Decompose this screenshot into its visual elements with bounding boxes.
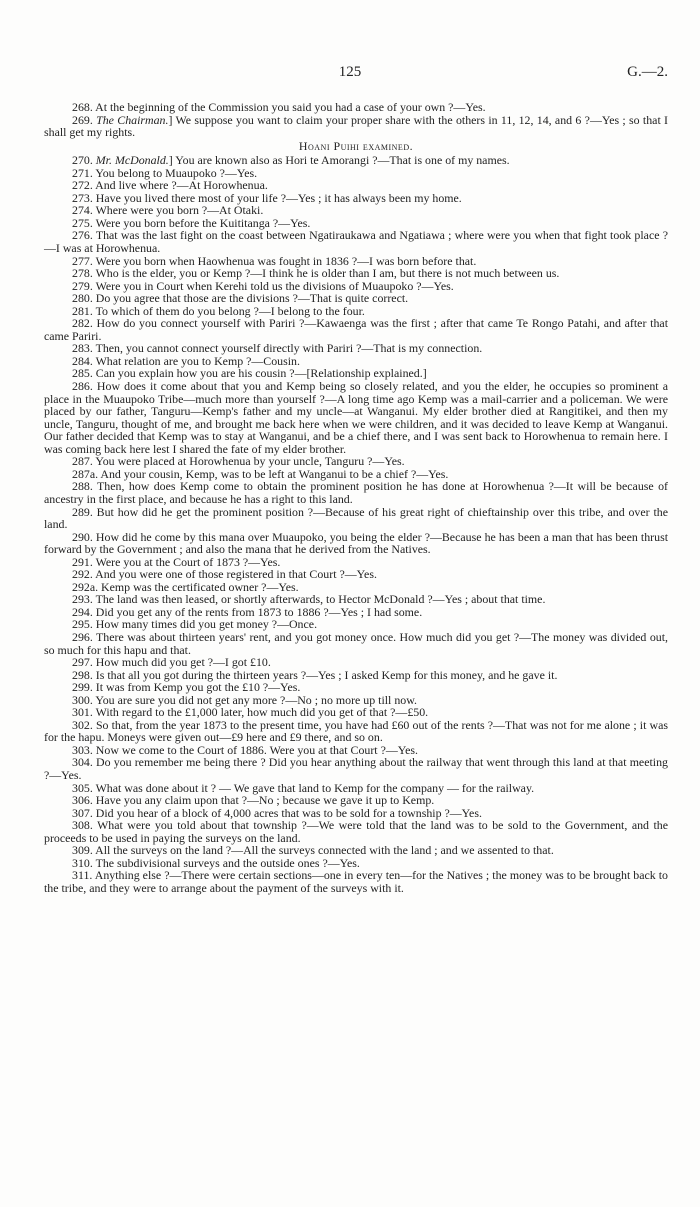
page-number: 125 bbox=[338, 64, 362, 80]
question-answer-paragraph: 268. At the beginning of the Commission you said you had a case of your own ?—Yes. bbox=[72, 100, 486, 114]
question-answer-paragraph: 311. Anything else ?—There were certain sections—one in every ten—for the Natives ; the money was to be brought back to the tribe, and they were to arrange about the payment of the surveys with it. bbox=[44, 868, 668, 895]
question-answer-paragraph: 294. Did you get any of the rents from 1873 to 1886 ?—Yes ; I had some. bbox=[72, 604, 423, 619]
question-answer-paragraph: 307. Did you hear of a block of 4,000 acres that was to be sold for a township ?—Yes. bbox=[72, 805, 482, 820]
question-answer-paragraph: 303. Now we come to the Court of 1886. Were you at that Court ?—Yes. bbox=[72, 742, 419, 757]
question-answer-paragraph: 278. Who is the elder, you or Kemp ?—I think he is older than I am, but there is not much between us. bbox=[72, 266, 560, 281]
question-answer-paragraph: 310. The subdivisional surveys and the outside ones ?—Yes. bbox=[72, 855, 360, 870]
question-answer-paragraph: 289. But how did he get the prominent position ?—Because of his great right of chieftainship over this tribe, and over the land. bbox=[44, 504, 668, 532]
question-answer-paragraph: 274. Where were you born ?—At Otaki. bbox=[72, 203, 264, 218]
speaker-name: The Chairman. bbox=[96, 112, 169, 127]
question-answer-paragraph: 292. And you were one of those registered in that Court ?—Yes. bbox=[72, 567, 377, 582]
question-answer-paragraph: 304. Do you remember me being there ? Did you hear anything about the railway that went through this land at that meeting ?—Yes. bbox=[44, 755, 668, 782]
question-answer-paragraph: 306. Have you any claim upon that ?—No ; because we gave it up to Kemp. bbox=[72, 793, 435, 808]
page-reference: G.—2. bbox=[627, 64, 668, 80]
question-answer-paragraph: 282. How do you connect yourself with Pariri ?—Kawaenga was the first ; after that came Te Rongo Patahi, and after that came Pariri. bbox=[44, 316, 668, 343]
question-answer-paragraph: 272. And live where ?—At Horowhenua. bbox=[72, 178, 268, 193]
question-answer-paragraph: 288. Then, how does Kemp come to obtain the prominent position he has done at Horowhenua ?—It will be because of ancestry in the first place, and because he has a right to this land. bbox=[44, 479, 668, 506]
question-answer-paragraph: 279. Were you in Court when Kerehi told us the divisions of Muaupoko ?—Yes. bbox=[72, 278, 454, 293]
question-answer-paragraph: 301. With regard to the £1,000 later, how much did you get of that ?—£50. bbox=[72, 705, 429, 720]
question-answer-paragraph: 287. You were placed at Horowhenua by your uncle, Tanguru ?—Yes. bbox=[72, 454, 405, 469]
document-body bbox=[44, 101, 668, 894]
question-answer-paragraph: 293. The land was then leased, or shortly afterwards, to Hector McDonald ?—Yes ; about that time. bbox=[72, 592, 546, 607]
question-answer-paragraph: 295. How many times did you get money ?—Once. bbox=[72, 617, 318, 632]
question-answer-paragraph: 281. To which of them do you belong ?—I belong to the four. bbox=[72, 303, 365, 318]
question-answer-paragraph: 285. Can you explain how you are his cousin ?—[Relationship explained.] bbox=[72, 366, 427, 381]
question-answer-paragraph: 287a. And your cousin, Kemp, was to be left at Wanganui to be a chief ?—Yes. bbox=[72, 466, 449, 481]
question-answer-paragraph: 286. How does it come about that you and Kemp being so closely related, and you the elder, he occupies so prominent a place in the Muaupoko Tribe—much more than yourself ?—A long time ago Kemp was a mail-carrier and a policeman. We were placed by our father, Tanguru—Kemp's father and my uncle—at Wanganui. My elder brother died at Rangitikei, and then my uncle, Tanguru, thought of me, and brought me back here when we were children, and it was decided to leave Kemp at Wanganui. Our father decided that Kemp was to stay at Wanganui, and be a chief there, and I was sent back to Horowhenua to remain here. I was coming back here lest I shared the fate of my elder brother. bbox=[44, 379, 668, 456]
question-answer-paragraph: 283. Then, you cannot connect yourself directly with Pariri ?—That is my connection. bbox=[72, 341, 483, 356]
question-answer-paragraph: 300. You are sure you did not get any more ?—No ; no more up till now. bbox=[72, 692, 418, 707]
question-answer-paragraph: 276. That was the last fight on the coast between Ngatiraukawa and Ngatiawa ; where were you when that fight took place ?—I was at Horowhenua. bbox=[44, 228, 668, 256]
question-answer-paragraph: 269. The Chairman.] We suppose you want to claim your proper share with the others in 11, 12, 14, and 6 ?—Yes ; so that I shall get my rights. bbox=[44, 112, 669, 140]
question-answer-paragraph: 302. So that, from the year 1873 to the present time, you have had £60 out of the rents ?—That was not for me alone ; it was for the hapu. Moneys were given out—£9 here and £9 there, and so on. bbox=[44, 717, 668, 745]
question-answer-paragraph: 298. Is that all you got during the thirteen years ?—Yes ; I asked Kemp for this money, and he gave it. bbox=[72, 667, 558, 682]
question-answer-paragraph: 277. Were you born when Haowhenua was fought in 1836 ?—I was born before that. bbox=[72, 253, 477, 268]
question-answer-paragraph: 299. It was from Kemp you got the £10 ?—Yes. bbox=[72, 680, 301, 695]
question-answer-paragraph: 273. Have you lived there most of your life ?—Yes ; it has always been my home. bbox=[72, 190, 462, 205]
question-answer-paragraph: 280. Do you agree that those are the divisions ?—That is quite correct. bbox=[72, 291, 409, 306]
speaker-name: Mr. McDonald. bbox=[95, 153, 169, 168]
question-answer-paragraph: 291. Were you at the Court of 1873 ?—Yes. bbox=[72, 554, 281, 569]
question-answer-paragraph: 292a. Kemp was the certificated owner ?—Yes. bbox=[72, 579, 299, 594]
question-answer-paragraph: 284. What relation are you to Kemp ?—Cousin. bbox=[72, 353, 300, 368]
question-answer-paragraph: 297. How much did you get ?—I got £10. bbox=[72, 655, 271, 670]
question-answer-paragraph: 296. There was about thirteen years' rent, and you got money once. How much did you get ?—The money was divided out, so much for this hapu and that. bbox=[44, 629, 668, 657]
question-answer-paragraph: 271. You belong to Muaupoko ?—Yes. bbox=[72, 165, 258, 180]
question-answer-paragraph: 305. What was done about it ? — We gave that land to Kemp for the company — for the railway. bbox=[72, 780, 535, 795]
question-answer-paragraph: 270. Mr. McDonald.] You are known also as Hori te Amorangi ?—That is one of my names. bbox=[72, 153, 510, 168]
question-answer-paragraph: 309. All the surveys on the land ?—All the surveys connected with the land ; and we assented to that. bbox=[72, 843, 554, 858]
question-answer-paragraph: 275. Were you born before the Kuititanga ?—Yes. bbox=[72, 215, 311, 230]
question-answer-paragraph: 290. How did he come by this mana over Muaupoko, you being the elder ?—Because he has been a man that has been thrust forward by the Government ; and also the mana that he derived from the Natives. bbox=[44, 529, 668, 557]
section-heading: Hoani Puihi examined. bbox=[298, 138, 414, 153]
question-answer-paragraph: 308. What were you told about that township ?—We were told that the land was to be sold to the Government, and the proceeds to be used in paying the surveys on the land. bbox=[44, 818, 668, 845]
